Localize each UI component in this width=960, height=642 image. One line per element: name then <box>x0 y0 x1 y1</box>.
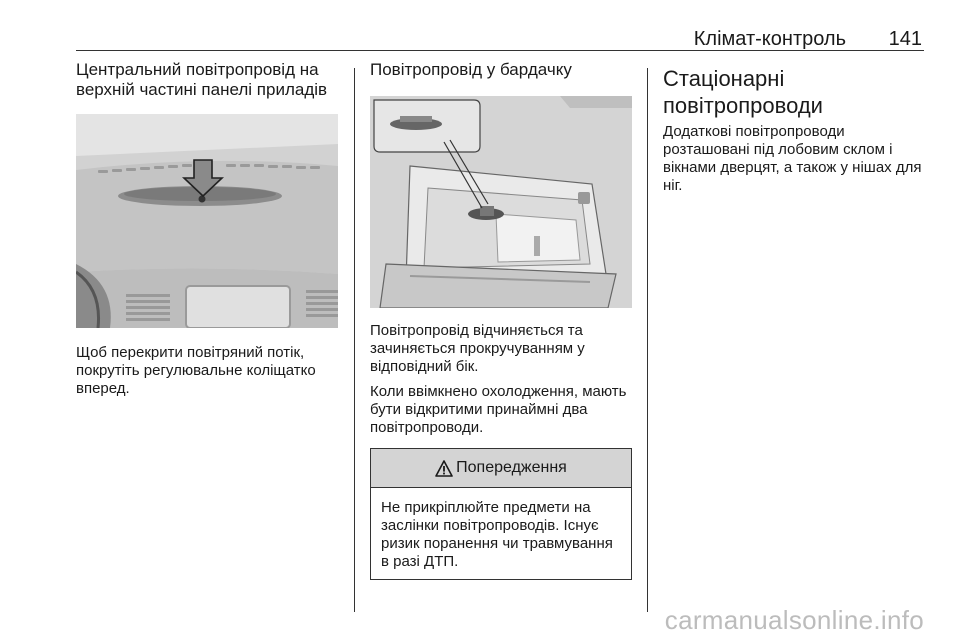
warning-box <box>370 448 632 580</box>
page-header <box>76 26 924 54</box>
watermark: carmanualsonline.info <box>664 605 924 635</box>
warning-header <box>371 449 631 488</box>
page-number: 141 <box>888 28 922 50</box>
column-1 <box>76 60 338 398</box>
column-2 <box>370 60 632 580</box>
fixed-vents-text: Додаткові повітропроводи розташовані під лобовим склом і вікнами дверцят, а також у нішах для ніг. <box>663 123 922 194</box>
glovebox-vent-text-1: Повітропровід відчиняється та зачиняється прокручуванням у відповідний бік. <box>370 322 585 375</box>
central-vent-text: Щоб перекрити повітряний потік, покрутіть регулювальне коліщатко вперед. <box>76 344 316 397</box>
column-3 <box>663 60 925 195</box>
section-title: Клімат-контроль <box>693 28 846 50</box>
central-vent-heading: Центральний повітропровід на верхній частині панелі приладів <box>76 60 328 99</box>
warning-text: Не прикріплюйте предмети на заслінки повітропроводів. Існує ризик поранення чи травмування в разі ДТП. <box>381 499 613 570</box>
dashboard-air-vent-illustration <box>76 114 338 328</box>
column-divider-left <box>354 68 355 612</box>
glovebox-vent-text-2: Коли ввімкнено охолодження, мають бути відкритими принаймні два повітропроводи. <box>370 383 627 436</box>
glovebox-air-vent-illustration <box>370 96 632 308</box>
column-divider-right <box>647 68 648 612</box>
warning-title: Попередження <box>456 459 567 476</box>
fixed-vents-heading: Стаціонарні повітропроводи <box>663 66 823 118</box>
warning-triangle-icon <box>435 460 453 477</box>
glovebox-vent-heading: Повітропровід у бардачку <box>370 60 572 79</box>
header-rule <box>76 50 924 51</box>
